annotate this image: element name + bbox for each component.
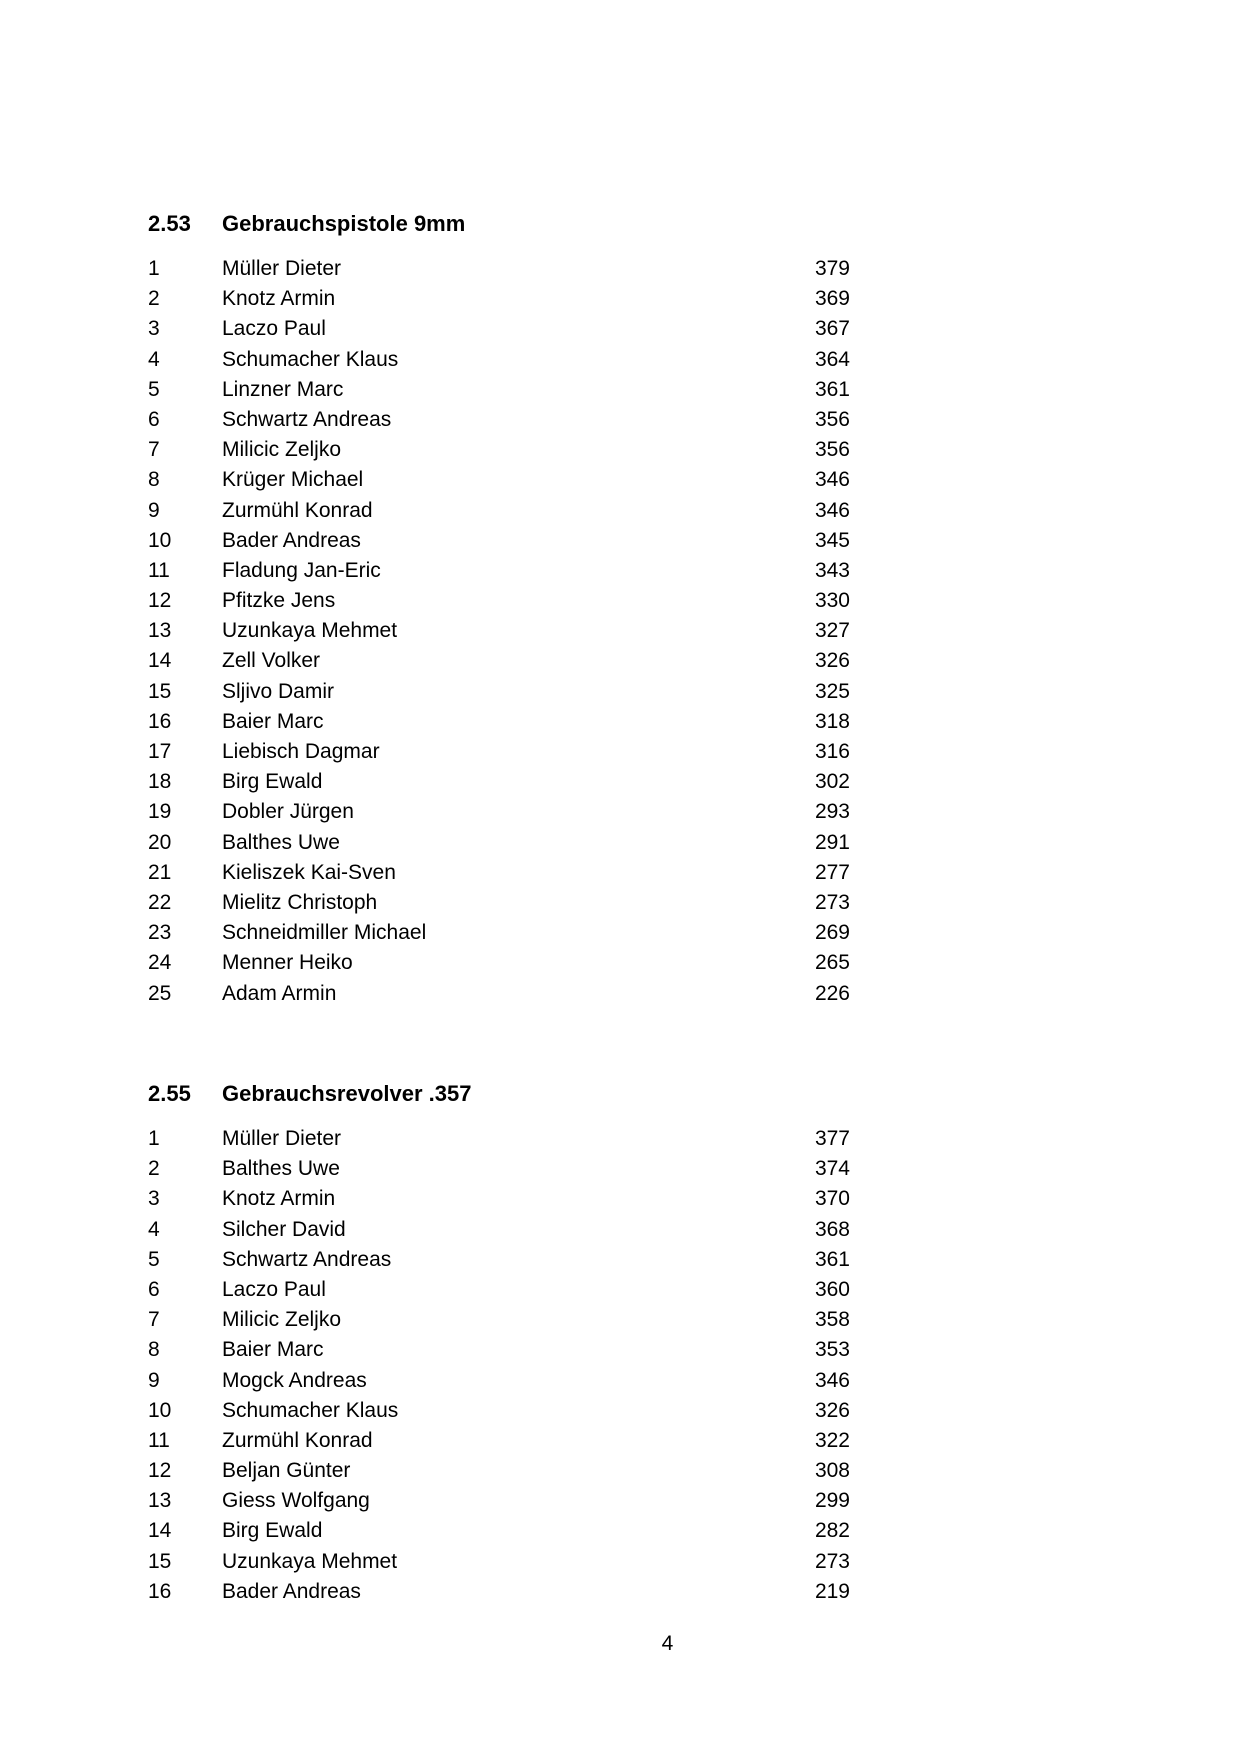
- name-cell: Uzunkaya Mehmet: [222, 619, 398, 643]
- name-cell: Schneidmiller Michael: [222, 921, 427, 945]
- results-section-2-55: [148, 1078, 868, 1607]
- score-cell: 358: [814, 1308, 850, 1332]
- result-row: [148, 646, 868, 676]
- rank-cell: 17: [148, 740, 172, 763]
- score-cell: 269: [814, 921, 850, 945]
- name-cell: Kieliszek Kai-Sven: [222, 860, 396, 884]
- rank-cell: 16: [148, 709, 172, 733]
- score-cell: 318: [814, 709, 850, 733]
- score-cell: 302: [814, 770, 850, 794]
- result-row: [148, 1124, 868, 1154]
- rank-cell: 14: [148, 649, 172, 673]
- score-cell: 356: [814, 407, 850, 431]
- result-row: [148, 1154, 868, 1184]
- result-row: [148, 1184, 868, 1214]
- score-cell: 356: [814, 438, 850, 462]
- result-row: [148, 1426, 868, 1456]
- score-cell: 326: [814, 649, 850, 673]
- result-row: [148, 828, 868, 858]
- score-cell: 330: [814, 589, 850, 613]
- name-cell: Balthes Uwe: [222, 1157, 340, 1181]
- rank-cell: 15: [148, 1549, 172, 1573]
- rank-cell: 7: [148, 1308, 160, 1332]
- result-row: [148, 314, 868, 344]
- name-cell: Bader Andreas: [222, 528, 361, 552]
- score-cell: 265: [814, 951, 850, 975]
- name-cell: Schwartz Andreas: [222, 407, 392, 431]
- name-cell: Menner Heiko: [222, 951, 353, 975]
- name-cell: Zurmühl Konrad: [222, 1428, 373, 1452]
- result-row: [148, 1396, 868, 1426]
- section-heading: [148, 208, 868, 240]
- rank-cell: 7: [148, 438, 160, 462]
- result-row: [148, 1456, 868, 1486]
- name-cell: Krüger Michael: [222, 468, 364, 492]
- result-row: [148, 1275, 868, 1305]
- rank-cell: 8: [148, 1338, 160, 1362]
- rank-cell: 1: [148, 1127, 160, 1150]
- result-row: [148, 918, 868, 948]
- rank-cell: 4: [148, 1217, 160, 1241]
- result-row: [148, 1547, 868, 1577]
- score-cell: 282: [814, 1519, 850, 1543]
- name-cell: Balthes Uwe: [222, 830, 340, 854]
- name-cell: Giess Wolfgang: [222, 1489, 370, 1513]
- result-row: [148, 465, 868, 495]
- result-row: [148, 496, 868, 526]
- rank-cell: 6: [148, 407, 160, 431]
- rank-cell: 22: [148, 890, 172, 914]
- score-cell: 277: [814, 860, 850, 884]
- results-section-2-53: [148, 208, 868, 1009]
- rank-cell: 2: [148, 1157, 160, 1181]
- name-cell: Milicic Zeljko: [222, 1308, 342, 1332]
- score-cell: 346: [814, 1368, 850, 1392]
- score-cell: 368: [814, 1217, 850, 1241]
- score-cell: 364: [814, 347, 850, 371]
- score-cell: 353: [814, 1338, 850, 1362]
- score-cell: 327: [814, 619, 850, 643]
- score-cell: 361: [814, 1247, 850, 1271]
- result-row: [148, 767, 868, 797]
- name-cell: Fladung Jan-Eric: [222, 558, 381, 582]
- name-cell: Sljivo Damir: [222, 679, 335, 703]
- rank-cell: 11: [148, 1428, 170, 1452]
- rank-cell: 14: [148, 1519, 172, 1543]
- name-cell: Mielitz Christoph: [222, 890, 378, 914]
- name-cell: Schwartz Andreas: [222, 1247, 392, 1271]
- rank-cell: 11: [148, 558, 170, 582]
- rank-cell: 15: [148, 679, 172, 703]
- result-row: [148, 797, 868, 827]
- result-row: [148, 1215, 868, 1245]
- score-cell: 345: [814, 528, 850, 552]
- name-cell: Zurmühl Konrad: [222, 498, 373, 522]
- name-cell: Baier Marc: [222, 1338, 324, 1362]
- result-row: [148, 888, 868, 918]
- name-cell: Dobler Jürgen: [222, 800, 354, 824]
- rank-cell: 10: [148, 1398, 172, 1422]
- result-row: [148, 1577, 868, 1607]
- rank-cell: 13: [148, 1489, 172, 1513]
- page-number: 4: [661, 1632, 674, 1655]
- name-cell: Pfitzke Jens: [222, 589, 336, 613]
- score-cell: 361: [814, 377, 850, 401]
- result-row: [148, 1245, 868, 1275]
- rank-cell: 1: [148, 257, 160, 280]
- section-heading: [148, 1078, 868, 1110]
- result-row: [148, 616, 868, 646]
- rank-cell: 24: [148, 951, 172, 975]
- rank-cell: 12: [148, 589, 172, 613]
- score-cell: 273: [814, 890, 850, 914]
- score-cell: 219: [814, 1579, 850, 1603]
- score-cell: 374: [814, 1157, 850, 1181]
- name-cell: Linzner Marc: [222, 377, 344, 401]
- result-row: [148, 345, 868, 375]
- rank-cell: 25: [148, 981, 172, 1005]
- rank-cell: 8: [148, 468, 160, 492]
- rank-cell: 12: [148, 1459, 172, 1483]
- result-row: [148, 858, 868, 888]
- name-cell: Müller Dieter: [222, 1127, 342, 1150]
- score-cell: 322: [814, 1428, 850, 1452]
- result-row: [148, 979, 868, 1009]
- score-cell: 370: [814, 1187, 850, 1211]
- name-cell: Knotz Armin: [222, 287, 336, 311]
- score-cell: 316: [814, 740, 850, 763]
- rank-cell: 9: [148, 498, 160, 522]
- result-row: [148, 1305, 868, 1335]
- result-row: [148, 254, 868, 284]
- result-row: [148, 375, 868, 405]
- score-cell: 367: [814, 317, 850, 341]
- rank-cell: 19: [148, 800, 172, 824]
- result-row: [148, 1335, 868, 1365]
- rank-cell: 20: [148, 830, 172, 854]
- rank-cell: 13: [148, 619, 172, 643]
- score-cell: 360: [814, 1277, 850, 1301]
- result-row: [148, 284, 868, 314]
- score-cell: 377: [814, 1127, 850, 1150]
- score-cell: 346: [814, 498, 850, 522]
- result-row: [148, 405, 868, 435]
- results-list: [148, 254, 868, 1009]
- result-row: [148, 948, 868, 978]
- name-cell: Schumacher Klaus: [222, 1398, 399, 1422]
- section-number: 2.53: [148, 211, 191, 236]
- name-cell: Müller Dieter: [222, 257, 342, 280]
- rank-cell: 23: [148, 921, 172, 945]
- rank-cell: 18: [148, 770, 172, 794]
- name-cell: Liebisch Dagmar: [222, 740, 380, 763]
- rank-cell: 10: [148, 528, 172, 552]
- name-cell: Silcher David: [222, 1217, 346, 1241]
- name-cell: Uzunkaya Mehmet: [222, 1549, 398, 1573]
- name-cell: Birg Ewald: [222, 1519, 323, 1543]
- section-number: 2.55: [148, 1081, 191, 1106]
- result-row: [148, 707, 868, 737]
- score-cell: 369: [814, 287, 850, 311]
- result-row: [148, 1366, 868, 1396]
- score-cell: 346: [814, 468, 850, 492]
- rank-cell: 3: [148, 317, 160, 341]
- name-cell: Baier Marc: [222, 709, 324, 733]
- rank-cell: 5: [148, 377, 160, 401]
- rank-cell: 5: [148, 1247, 160, 1271]
- result-row: [148, 737, 868, 767]
- result-row: [148, 526, 868, 556]
- result-row: [148, 586, 868, 616]
- name-cell: Adam Armin: [222, 981, 337, 1005]
- rank-cell: 9: [148, 1368, 160, 1392]
- section-title: Gebrauchspistole 9mm: [222, 211, 466, 236]
- result-row: [148, 677, 868, 707]
- rank-cell: 16: [148, 1579, 172, 1603]
- score-cell: 326: [814, 1398, 850, 1422]
- rank-cell: 6: [148, 1277, 160, 1301]
- name-cell: Milicic Zeljko: [222, 438, 342, 462]
- score-cell: 273: [814, 1549, 850, 1573]
- name-cell: Laczo Paul: [222, 1277, 326, 1301]
- name-cell: Zell Volker: [222, 649, 321, 673]
- score-cell: 293: [814, 800, 850, 824]
- score-cell: 325: [814, 679, 850, 703]
- section-title: Gebrauchsrevolver .357: [222, 1081, 472, 1106]
- name-cell: Laczo Paul: [222, 317, 326, 341]
- rank-cell: 3: [148, 1187, 160, 1211]
- name-cell: Bader Andreas: [222, 1579, 361, 1603]
- name-cell: Beljan Günter: [222, 1459, 351, 1483]
- score-cell: 291: [814, 830, 850, 854]
- score-cell: 226: [814, 981, 850, 1005]
- name-cell: Birg Ewald: [222, 770, 323, 794]
- rank-cell: 4: [148, 347, 160, 371]
- result-row: [148, 435, 868, 465]
- results-list: [148, 1124, 868, 1607]
- rank-cell: 2: [148, 287, 160, 311]
- rank-cell: 21: [148, 860, 172, 884]
- result-row: [148, 1516, 868, 1546]
- score-cell: 343: [814, 558, 850, 582]
- score-cell: 308: [814, 1459, 850, 1483]
- name-cell: Knotz Armin: [222, 1187, 336, 1211]
- score-cell: 379: [814, 257, 850, 280]
- score-cell: 299: [814, 1489, 850, 1513]
- result-row: [148, 1486, 868, 1516]
- name-cell: Mogck Andreas: [222, 1368, 367, 1392]
- result-row: [148, 556, 868, 586]
- name-cell: Schumacher Klaus: [222, 347, 399, 371]
